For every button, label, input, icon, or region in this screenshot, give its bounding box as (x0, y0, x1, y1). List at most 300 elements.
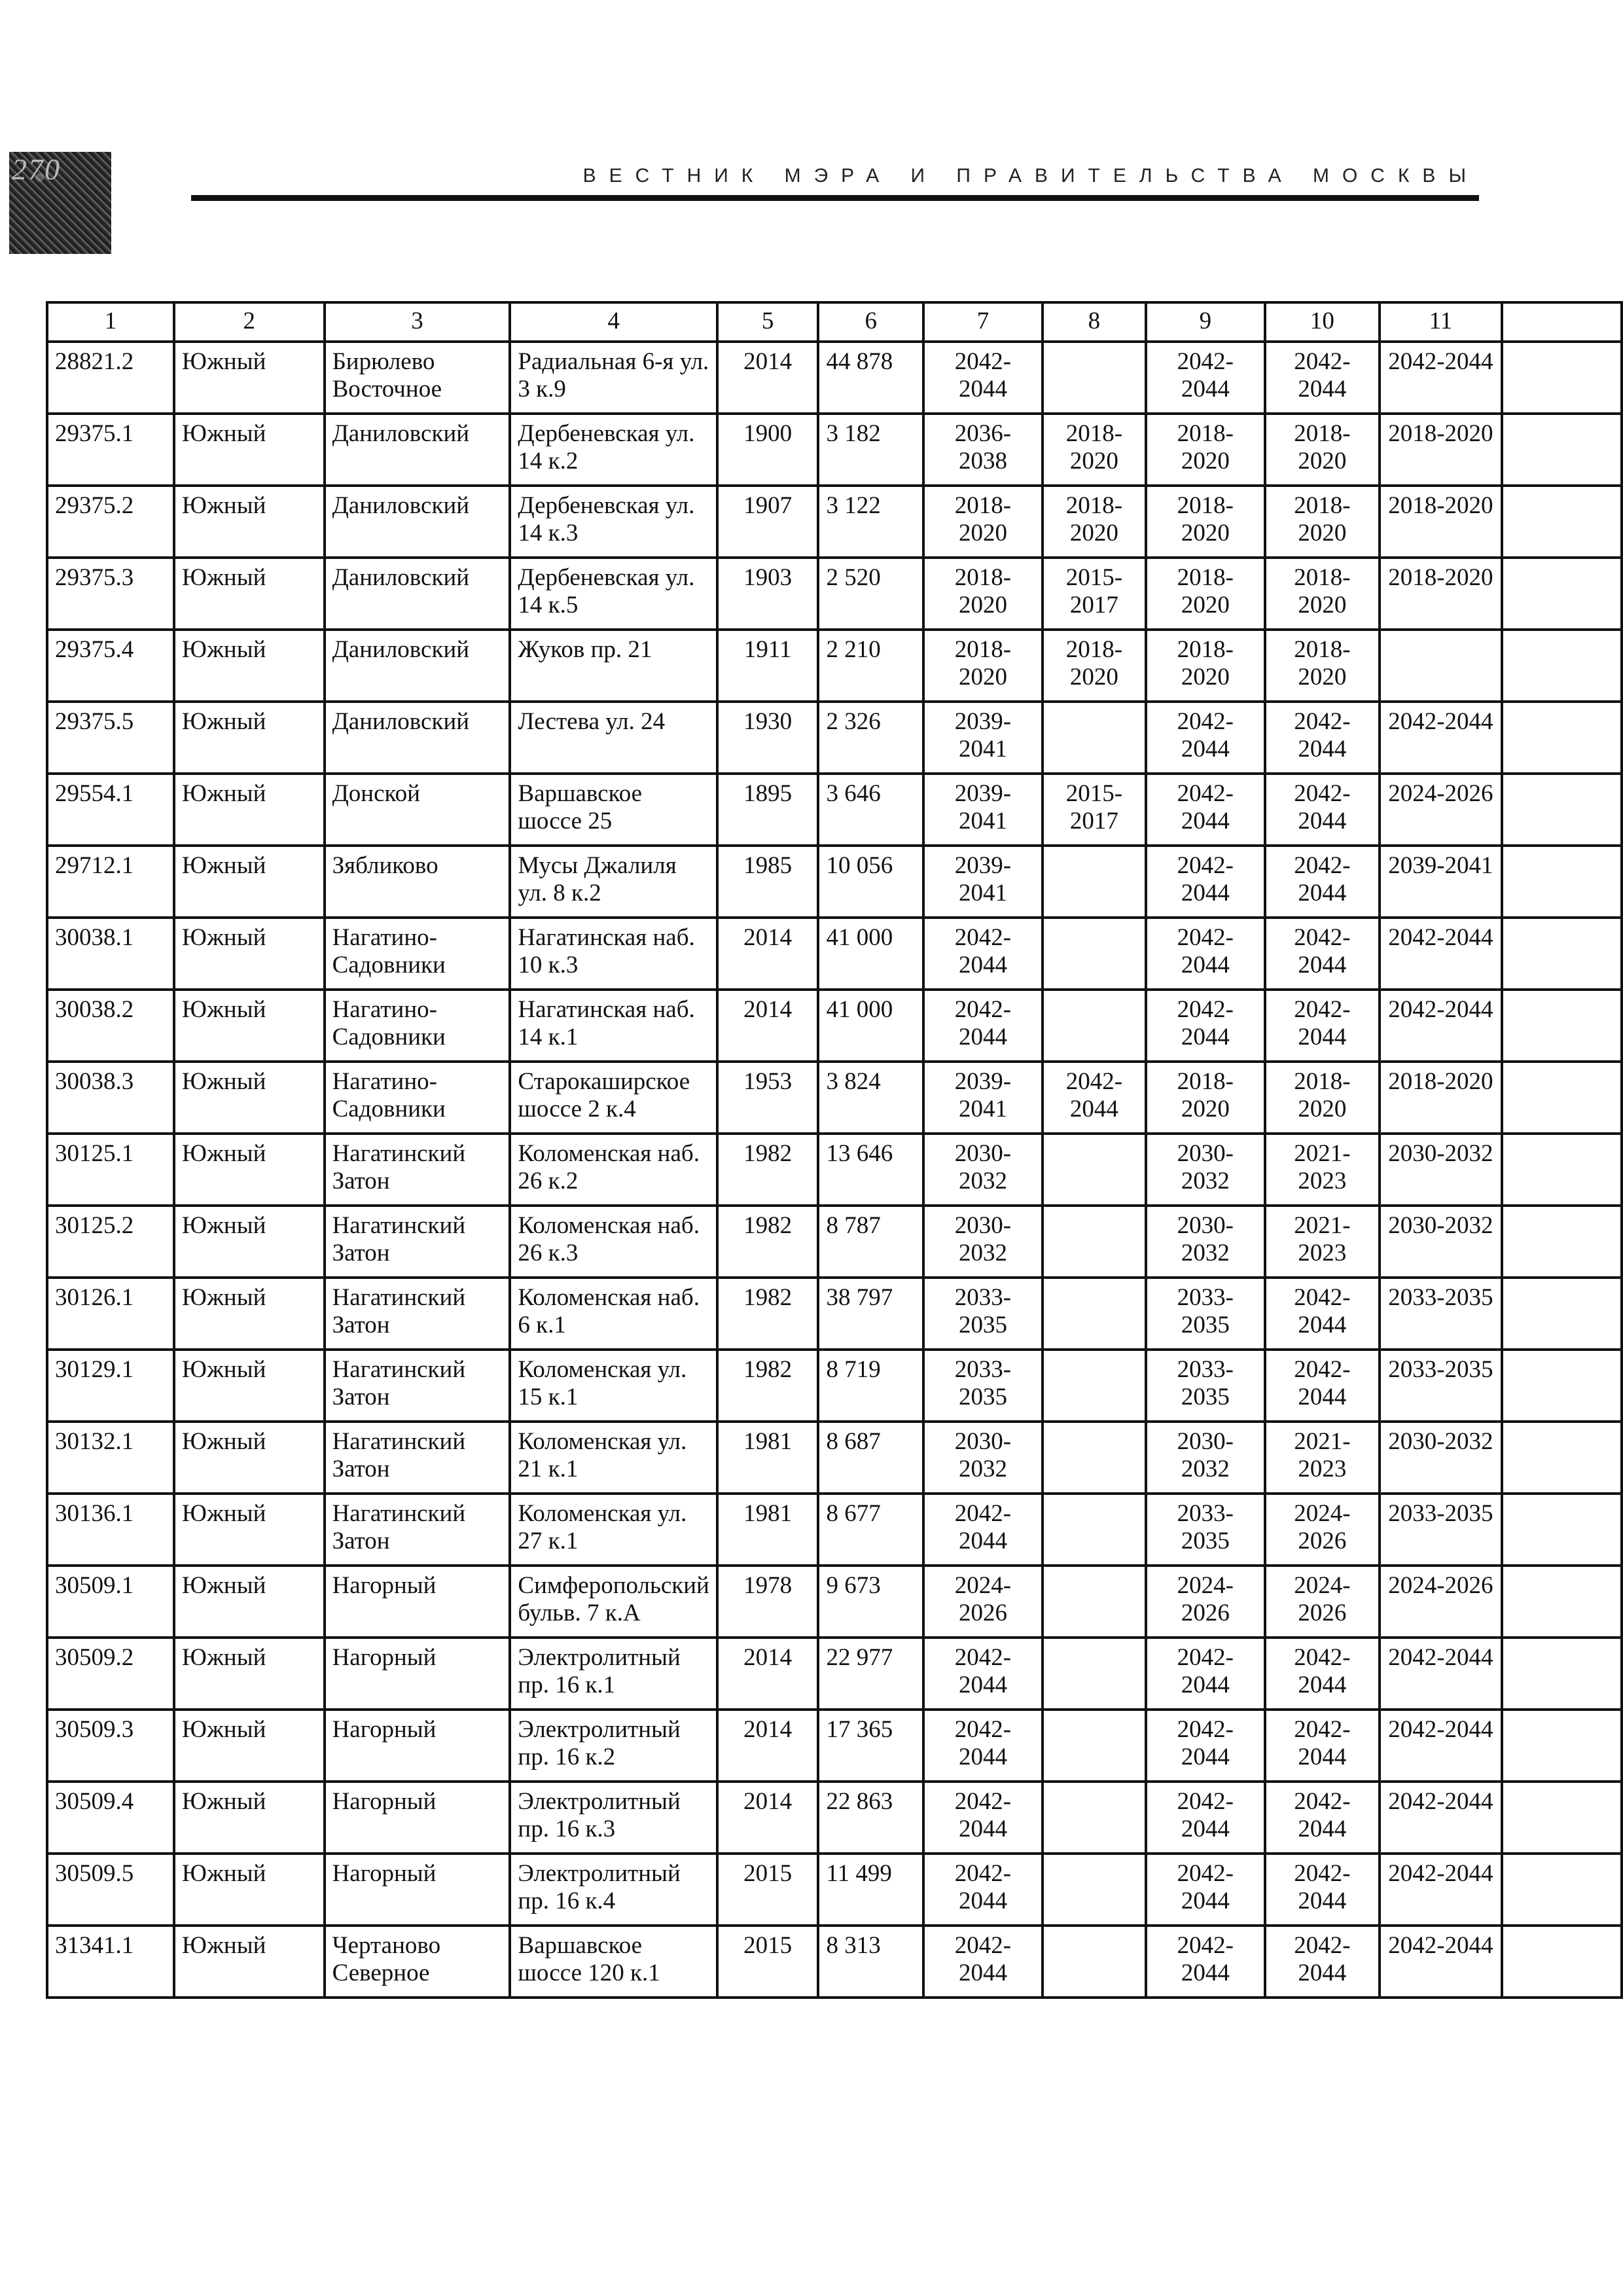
cell-year: 2014 (717, 990, 819, 1062)
cell-period-7: 2042-2044 (923, 990, 1043, 1062)
cell-extra (1502, 1134, 1622, 1206)
cell-period-8 (1043, 1494, 1146, 1566)
cell-period-7: 2042-2044 (923, 1854, 1043, 1926)
cell-period-9: 2018-2020 (1146, 486, 1265, 558)
cell-address: Радиальная 6-я ул. 3 к.9 (510, 342, 717, 414)
cell-extra (1502, 414, 1622, 486)
table-row (47, 774, 1622, 846)
cell-period-10: 2018-2020 (1265, 630, 1380, 702)
cell-address: Коломенская наб. 26 к.3 (510, 1206, 717, 1278)
cell-area: Чертаново Северное (325, 1926, 510, 1998)
table-body (47, 302, 1622, 1998)
table-row (47, 1710, 1622, 1782)
cell-period-7: 2036-2038 (923, 414, 1043, 486)
cell-year: 1900 (717, 414, 819, 486)
cell-id: 31341.1 (47, 1926, 174, 1998)
cell-period-10: 2018-2020 (1265, 558, 1380, 630)
data-table (46, 301, 1623, 1999)
cell-id: 29375.4 (47, 630, 174, 702)
cell-district: Южный (174, 1854, 325, 1926)
cell-address: Электролитный пр. 16 к.1 (510, 1638, 717, 1710)
cell-extra (1502, 1854, 1622, 1926)
cell-period-7: 2024-2026 (923, 1566, 1043, 1638)
table-row (47, 1854, 1622, 1926)
column-header: 2 (174, 302, 325, 342)
cell-period-11: 2042-2044 (1380, 702, 1502, 774)
cell-area-sqm: 2 210 (818, 630, 923, 702)
cell-area: Даниловский (325, 558, 510, 630)
cell-period-8 (1043, 1350, 1146, 1422)
cell-extra (1502, 1926, 1622, 1998)
cell-period-8: 2018-2020 (1043, 486, 1146, 558)
cell-area-sqm: 17 365 (818, 1710, 923, 1782)
cell-period-10: 2021-2023 (1265, 1134, 1380, 1206)
cell-period-8: 2015-2017 (1043, 774, 1146, 846)
cell-period-11: 2042-2044 (1380, 342, 1502, 414)
cell-period-7: 2033-2035 (923, 1278, 1043, 1350)
table-row (47, 486, 1622, 558)
cell-address: Коломенская наб. 6 к.1 (510, 1278, 717, 1350)
cell-area-sqm: 3 122 (818, 486, 923, 558)
table-row (47, 1206, 1622, 1278)
cell-address: Нагатинская наб. 14 к.1 (510, 990, 717, 1062)
cell-address: Варшавское шоссе 25 (510, 774, 717, 846)
cell-extra (1502, 774, 1622, 846)
cell-area: Нагатино-Садовники (325, 1062, 510, 1134)
cell-year: 2014 (717, 1710, 819, 1782)
cell-address: Электролитный пр. 16 к.3 (510, 1782, 717, 1854)
cell-district: Южный (174, 630, 325, 702)
cell-period-11: 2042-2044 (1380, 1638, 1502, 1710)
cell-district: Южный (174, 1566, 325, 1638)
cell-area-sqm: 10 056 (818, 846, 923, 918)
cell-period-9: 2042-2044 (1146, 1638, 1265, 1710)
cell-period-9: 2033-2035 (1146, 1278, 1265, 1350)
cell-period-9: 2042-2044 (1146, 1782, 1265, 1854)
column-header (1502, 302, 1622, 342)
cell-period-11: 2024-2026 (1380, 1566, 1502, 1638)
cell-id: 30126.1 (47, 1278, 174, 1350)
cell-id: 30125.1 (47, 1134, 174, 1206)
cell-period-9: 2018-2020 (1146, 414, 1265, 486)
cell-period-8: 2015-2017 (1043, 558, 1146, 630)
cell-extra (1502, 630, 1622, 702)
cell-year: 2015 (717, 1854, 819, 1926)
cell-district: Южный (174, 990, 325, 1062)
cell-address: Старокаширское шоссе 2 к.4 (510, 1062, 717, 1134)
cell-extra (1502, 1206, 1622, 1278)
cell-period-10: 2024-2026 (1265, 1494, 1380, 1566)
cell-extra (1502, 1494, 1622, 1566)
cell-extra (1502, 1422, 1622, 1494)
cell-period-8: 2042-2044 (1043, 1062, 1146, 1134)
cell-area: Нагорный (325, 1638, 510, 1710)
cell-period-7: 2030-2032 (923, 1422, 1043, 1494)
cell-year: 1982 (717, 1278, 819, 1350)
cell-period-10: 2042-2044 (1265, 846, 1380, 918)
table-row (47, 342, 1622, 414)
cell-period-10: 2042-2044 (1265, 342, 1380, 414)
cell-period-8 (1043, 1422, 1146, 1494)
cell-period-7: 2018-2020 (923, 486, 1043, 558)
column-header: 7 (923, 302, 1043, 342)
cell-year: 1982 (717, 1350, 819, 1422)
cell-address: Дербеневская ул. 14 к.2 (510, 414, 717, 486)
table-row (47, 1422, 1622, 1494)
cell-period-9: 2033-2035 (1146, 1494, 1265, 1566)
cell-id: 30509.2 (47, 1638, 174, 1710)
cell-period-9: 2042-2044 (1146, 774, 1265, 846)
column-header: 10 (1265, 302, 1380, 342)
cell-id: 29375.1 (47, 414, 174, 486)
cell-period-11: 2042-2044 (1380, 990, 1502, 1062)
cell-district: Южный (174, 702, 325, 774)
cell-id: 30509.3 (47, 1710, 174, 1782)
cell-area: Бирюлево Восточное (325, 342, 510, 414)
cell-area: Нагатинский Затон (325, 1494, 510, 1566)
cell-area: Нагорный (325, 1854, 510, 1926)
cell-period-8 (1043, 1134, 1146, 1206)
cell-period-9: 2042-2044 (1146, 1710, 1265, 1782)
column-header: 8 (1043, 302, 1146, 342)
cell-period-10: 2042-2044 (1265, 1854, 1380, 1926)
cell-year: 1982 (717, 1134, 819, 1206)
cell-period-7: 2042-2044 (923, 1782, 1043, 1854)
cell-area: Нагатинский Затон (325, 1206, 510, 1278)
cell-period-10: 2042-2044 (1265, 1350, 1380, 1422)
cell-period-9: 2030-2032 (1146, 1134, 1265, 1206)
cell-district: Южный (174, 342, 325, 414)
cell-address: Электролитный пр. 16 к.4 (510, 1854, 717, 1926)
cell-area-sqm: 8 719 (818, 1350, 923, 1422)
table-row (47, 1134, 1622, 1206)
cell-area-sqm: 3 182 (818, 414, 923, 486)
column-header: 5 (717, 302, 819, 342)
cell-district: Южный (174, 486, 325, 558)
data-table-container (46, 301, 1623, 1999)
cell-area-sqm: 3 646 (818, 774, 923, 846)
cell-period-10: 2042-2044 (1265, 774, 1380, 846)
cell-address: Жуков пр. 21 (510, 630, 717, 702)
cell-year: 2014 (717, 918, 819, 990)
table-row (47, 846, 1622, 918)
table-row (47, 1926, 1622, 1998)
cell-year: 2014 (717, 1638, 819, 1710)
cell-extra (1502, 846, 1622, 918)
cell-period-8 (1043, 1278, 1146, 1350)
cell-period-9: 2033-2035 (1146, 1350, 1265, 1422)
table-row (47, 1638, 1622, 1710)
cell-area: Нагорный (325, 1710, 510, 1782)
cell-year: 2014 (717, 1782, 819, 1854)
cell-id: 30125.2 (47, 1206, 174, 1278)
cell-period-9: 2030-2032 (1146, 1422, 1265, 1494)
cell-extra (1502, 342, 1622, 414)
cell-year: 1907 (717, 486, 819, 558)
cell-area-sqm: 13 646 (818, 1134, 923, 1206)
cell-area-sqm: 44 878 (818, 342, 923, 414)
cell-period-10: 2018-2020 (1265, 1062, 1380, 1134)
cell-period-9: 2018-2020 (1146, 1062, 1265, 1134)
running-title: ВЕСТНИК МЭРА И ПРАВИТЕЛЬСТВА МОСКВЫ (582, 165, 1479, 187)
cell-area: Донской (325, 774, 510, 846)
table-row (47, 630, 1622, 702)
cell-year: 1903 (717, 558, 819, 630)
cell-area: Нагатинский Затон (325, 1422, 510, 1494)
cell-area: Нагатинский Затон (325, 1278, 510, 1350)
cell-period-11: 2018-2020 (1380, 558, 1502, 630)
cell-district: Южный (174, 846, 325, 918)
cell-area: Даниловский (325, 630, 510, 702)
cell-area-sqm: 2 520 (818, 558, 923, 630)
cell-extra (1502, 1278, 1622, 1350)
cell-area: Нагатино-Садовники (325, 990, 510, 1062)
cell-district: Южный (174, 1134, 325, 1206)
cell-period-10: 2018-2020 (1265, 414, 1380, 486)
cell-year: 2014 (717, 342, 819, 414)
cell-district: Южный (174, 1926, 325, 1998)
cell-extra (1502, 1782, 1622, 1854)
cell-extra (1502, 702, 1622, 774)
cell-period-8 (1043, 1782, 1146, 1854)
cell-area: Даниловский (325, 702, 510, 774)
cell-area-sqm: 11 499 (818, 1854, 923, 1926)
cell-extra (1502, 1566, 1622, 1638)
cell-period-11: 2018-2020 (1380, 414, 1502, 486)
cell-period-9: 2042-2044 (1146, 342, 1265, 414)
cell-period-7: 2039-2041 (923, 1062, 1043, 1134)
cell-year: 1981 (717, 1494, 819, 1566)
cell-id: 30129.1 (47, 1350, 174, 1422)
cell-period-11: 2039-2041 (1380, 846, 1502, 918)
cell-period-10: 2018-2020 (1265, 486, 1380, 558)
cell-period-8 (1043, 990, 1146, 1062)
cell-period-10: 2042-2044 (1265, 1278, 1380, 1350)
cell-year: 1911 (717, 630, 819, 702)
column-header: 6 (818, 302, 923, 342)
cell-year: 1895 (717, 774, 819, 846)
cell-year: 1985 (717, 846, 819, 918)
cell-period-9: 2042-2044 (1146, 1926, 1265, 1998)
cell-period-8 (1043, 1566, 1146, 1638)
cell-period-9: 2024-2026 (1146, 1566, 1265, 1638)
cell-period-8 (1043, 1854, 1146, 1926)
cell-area: Даниловский (325, 486, 510, 558)
cell-period-11: 2042-2044 (1380, 1926, 1502, 1998)
cell-address: Нагатинская наб. 10 к.3 (510, 918, 717, 990)
table-row (47, 1062, 1622, 1134)
cell-address: Электролитный пр. 16 к.2 (510, 1710, 717, 1782)
cell-district: Южный (174, 1206, 325, 1278)
table-row (47, 1494, 1622, 1566)
cell-address: Дербеневская ул. 14 к.5 (510, 558, 717, 630)
cell-area-sqm: 38 797 (818, 1278, 923, 1350)
cell-area-sqm: 9 673 (818, 1566, 923, 1638)
cell-address: Коломенская ул. 15 к.1 (510, 1350, 717, 1422)
cell-area-sqm: 8 677 (818, 1494, 923, 1566)
cell-period-9: 2042-2044 (1146, 702, 1265, 774)
cell-area: Зябликово (325, 846, 510, 918)
cell-id: 30136.1 (47, 1494, 174, 1566)
cell-period-10: 2042-2044 (1265, 1638, 1380, 1710)
cell-period-11: 2030-2032 (1380, 1206, 1502, 1278)
cell-address: Мусы Джалиля ул. 8 к.2 (510, 846, 717, 918)
cell-district: Южный (174, 774, 325, 846)
cell-area-sqm: 2 326 (818, 702, 923, 774)
header-rule (191, 195, 1479, 201)
cell-extra (1502, 1710, 1622, 1782)
cell-period-7: 2039-2041 (923, 846, 1043, 918)
cell-period-8 (1043, 846, 1146, 918)
cell-period-11: 2033-2035 (1380, 1278, 1502, 1350)
cell-year: 1953 (717, 1062, 819, 1134)
cell-area: Даниловский (325, 414, 510, 486)
cell-district: Южный (174, 918, 325, 990)
cell-id: 29375.3 (47, 558, 174, 630)
cell-extra (1502, 1638, 1622, 1710)
cell-district: Южный (174, 1494, 325, 1566)
cell-id: 30132.1 (47, 1422, 174, 1494)
cell-period-10: 2021-2023 (1265, 1206, 1380, 1278)
table-row (47, 1782, 1622, 1854)
cell-address: Коломенская наб. 26 к.2 (510, 1134, 717, 1206)
cell-period-11: 2042-2044 (1380, 1710, 1502, 1782)
cell-address: Варшавское шоссе 120 к.1 (510, 1926, 717, 1998)
cell-period-10: 2042-2044 (1265, 1926, 1380, 1998)
cell-district: Южный (174, 558, 325, 630)
cell-area-sqm: 3 824 (818, 1062, 923, 1134)
cell-area: Нагорный (325, 1566, 510, 1638)
cell-period-7: 2042-2044 (923, 918, 1043, 990)
cell-period-8 (1043, 1710, 1146, 1782)
cell-area-sqm: 22 863 (818, 1782, 923, 1854)
table-row (47, 1278, 1622, 1350)
cell-period-7: 2039-2041 (923, 774, 1043, 846)
cell-area-sqm: 8 313 (818, 1926, 923, 1998)
cell-period-9: 2030-2032 (1146, 1206, 1265, 1278)
cell-period-8 (1043, 918, 1146, 990)
cell-area: Нагатинский Затон (325, 1350, 510, 1422)
cell-area-sqm: 41 000 (818, 990, 923, 1062)
cell-period-7: 2033-2035 (923, 1350, 1043, 1422)
cell-id: 30038.1 (47, 918, 174, 990)
table-row (47, 1350, 1622, 1422)
cell-period-8 (1043, 1926, 1146, 1998)
cell-period-10: 2021-2023 (1265, 1422, 1380, 1494)
cell-area: Нагатинский Затон (325, 1134, 510, 1206)
cell-period-7: 2030-2032 (923, 1206, 1043, 1278)
cell-period-9: 2018-2020 (1146, 558, 1265, 630)
cell-period-11: 2042-2044 (1380, 918, 1502, 990)
cell-period-8 (1043, 342, 1146, 414)
cell-period-8: 2018-2020 (1043, 630, 1146, 702)
page-number: 270 (12, 152, 61, 186)
cell-period-11: 2030-2032 (1380, 1422, 1502, 1494)
cell-period-9: 2042-2044 (1146, 990, 1265, 1062)
cell-id: 28821.2 (47, 342, 174, 414)
cell-district: Южный (174, 1422, 325, 1494)
cell-id: 30509.4 (47, 1782, 174, 1854)
cell-period-11: 2042-2044 (1380, 1854, 1502, 1926)
column-header: 9 (1146, 302, 1265, 342)
cell-area-sqm: 8 787 (818, 1206, 923, 1278)
cell-district: Южный (174, 414, 325, 486)
cell-year: 1981 (717, 1422, 819, 1494)
cell-period-10: 2042-2044 (1265, 1710, 1380, 1782)
cell-district: Южный (174, 1638, 325, 1710)
cell-period-7: 2030-2032 (923, 1134, 1043, 1206)
cell-period-7: 2039-2041 (923, 702, 1043, 774)
cell-id: 30038.3 (47, 1062, 174, 1134)
cell-period-7: 2042-2044 (923, 1926, 1043, 1998)
cell-id: 30509.1 (47, 1566, 174, 1638)
cell-period-7: 2018-2020 (923, 630, 1043, 702)
cell-period-7: 2042-2044 (923, 1638, 1043, 1710)
cell-extra (1502, 918, 1622, 990)
cell-id: 29554.1 (47, 774, 174, 846)
cell-extra (1502, 486, 1622, 558)
table-row (47, 1566, 1622, 1638)
cell-id: 30038.2 (47, 990, 174, 1062)
cell-district: Южный (174, 1350, 325, 1422)
cell-year: 1982 (717, 1206, 819, 1278)
cell-period-8 (1043, 702, 1146, 774)
cell-period-10: 2042-2044 (1265, 1782, 1380, 1854)
cell-period-8: 2018-2020 (1043, 414, 1146, 486)
cell-period-11: 2018-2020 (1380, 486, 1502, 558)
table-row (47, 558, 1622, 630)
cell-period-11: 2033-2035 (1380, 1350, 1502, 1422)
column-header: 3 (325, 302, 510, 342)
cell-extra (1502, 990, 1622, 1062)
cell-period-11: 2030-2032 (1380, 1134, 1502, 1206)
table-row (47, 918, 1622, 990)
cell-extra (1502, 558, 1622, 630)
cell-id: 29712.1 (47, 846, 174, 918)
cell-address: Коломенская ул. 27 к.1 (510, 1494, 717, 1566)
cell-area: Нагатино-Садовники (325, 918, 510, 990)
cell-period-7: 2042-2044 (923, 1494, 1043, 1566)
table-row (47, 990, 1622, 1062)
cell-area-sqm: 41 000 (818, 918, 923, 990)
cell-period-10: 2024-2026 (1265, 1566, 1380, 1638)
column-header: 4 (510, 302, 717, 342)
table-header-row (47, 302, 1622, 342)
cell-district: Южный (174, 1782, 325, 1854)
cell-id: 30509.5 (47, 1854, 174, 1926)
cell-period-11 (1380, 630, 1502, 702)
cell-period-11: 2018-2020 (1380, 1062, 1502, 1134)
cell-area-sqm: 8 687 (818, 1422, 923, 1494)
column-header: 11 (1380, 302, 1502, 342)
cell-period-9: 2042-2044 (1146, 846, 1265, 918)
cell-id: 29375.5 (47, 702, 174, 774)
cell-period-11: 2033-2035 (1380, 1494, 1502, 1566)
table-row (47, 702, 1622, 774)
cell-district: Южный (174, 1710, 325, 1782)
cell-extra (1502, 1350, 1622, 1422)
cell-period-11: 2042-2044 (1380, 1782, 1502, 1854)
cell-area: Нагорный (325, 1782, 510, 1854)
cell-year: 1978 (717, 1566, 819, 1638)
cell-period-7: 2018-2020 (923, 558, 1043, 630)
cell-period-10: 2042-2044 (1265, 990, 1380, 1062)
cell-address: Симферопольский бульв. 7 к.А (510, 1566, 717, 1638)
cell-period-7: 2042-2044 (923, 342, 1043, 414)
table-row (47, 414, 1622, 486)
cell-period-10: 2042-2044 (1265, 918, 1380, 990)
cell-period-8 (1043, 1206, 1146, 1278)
